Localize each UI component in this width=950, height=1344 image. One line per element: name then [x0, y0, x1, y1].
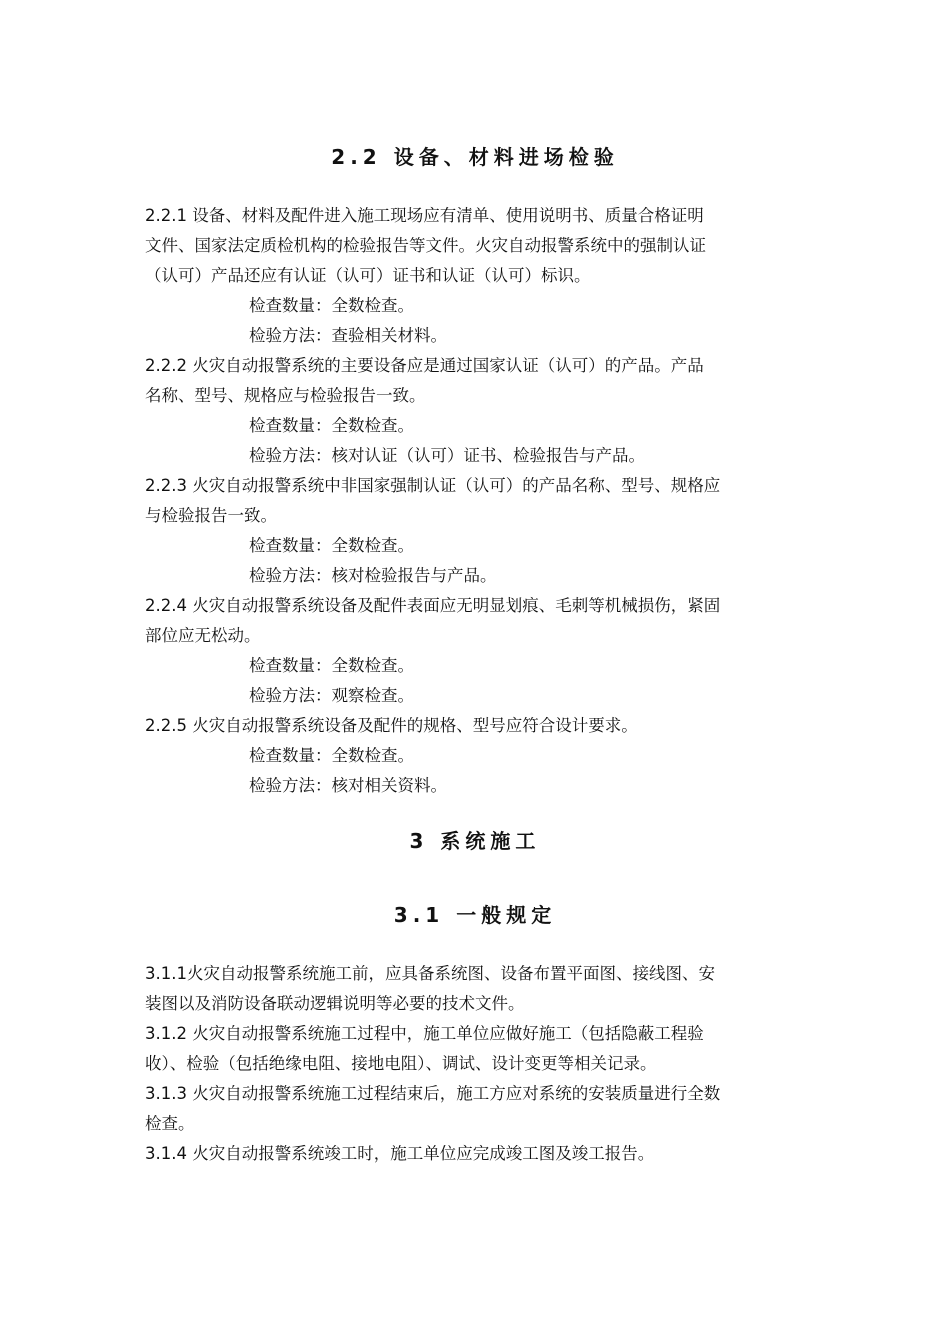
- text-line: 3.1.1火灾自动报警系统施工前，应具备系统图、设备布置平面图、接线图、安: [145, 964, 715, 983]
- text-line: 收）、检验（包括绝缘电阻、接地电阻）、调试、设计变更等相关记录。: [145, 1054, 657, 1073]
- text-line: 2.2.2 火灾自动报警系统的主要设备应是通过国家认证（认可）的产品。产品: [145, 356, 704, 375]
- text-line: 与检验报告一致。: [145, 506, 277, 525]
- text-line: 3.1.4 火灾自动报警系统竣工时，施工单位应完成竣工图及竣工报告。: [145, 1144, 655, 1163]
- inspection-quantity-line: 检查数量：全数检查。: [249, 746, 414, 765]
- text-line: 2.2.5 火灾自动报警系统设备及配件的规格、型号应符合设计要求。: [145, 716, 638, 735]
- inspection-method-line: 检验方法：观察检查。: [249, 686, 414, 705]
- text-line: 部位应无松动。: [145, 626, 261, 645]
- text-line: 2.2.4 火灾自动报警系统设备及配件表面应无明显划痕、毛刺等机械损伤，紧固: [145, 596, 721, 615]
- text-line: 2.2.3 火灾自动报警系统中非国家强制认证（认可）的产品名称、型号、规格应: [145, 476, 721, 495]
- inspection-quantity-line: 检查数量：全数检查。: [249, 656, 414, 675]
- text-line: （认可）产品还应有认证（认可）证书和认证（认可）标识。: [145, 266, 591, 285]
- section-heading-2-2: 2.2 设备、材料进场检验: [331, 145, 619, 169]
- section-heading-3-1: 3.1 一般规定: [393, 903, 557, 927]
- chapter-heading-3: 3 系统施工: [409, 829, 541, 853]
- inspection-quantity-line: 检查数量：全数检查。: [249, 296, 414, 315]
- inspection-method-line: 检验方法：核对检验报告与产品。: [249, 566, 497, 585]
- text-line: 3.1.2 火灾自动报警系统施工过程中，施工单位应做好施工（包括隐蔽工程验: [145, 1024, 704, 1043]
- inspection-method-line: 检验方法：核对认证（认可）证书、检验报告与产品。: [249, 446, 645, 465]
- text-line: 3.1.3 火灾自动报警系统施工过程结束后，施工方应对系统的安装质量进行全数: [145, 1084, 721, 1103]
- text-line: 2.2.1 设备、材料及配件进入施工现场应有清单、使用说明书、质量合格证明: [145, 206, 704, 225]
- inspection-method-line: 检验方法：核对相关资料。: [249, 776, 447, 795]
- inspection-quantity-line: 检查数量：全数检查。: [249, 536, 414, 555]
- text-line: 名称、型号、规格应与检验报告一致。: [145, 386, 426, 405]
- text-line: 检查。: [145, 1114, 195, 1133]
- inspection-quantity-line: 检查数量：全数检查。: [249, 416, 414, 435]
- inspection-method-line: 检验方法：查验相关材料。: [249, 326, 447, 345]
- text-line: 装图以及消防设备联动逻辑说明等必要的技术文件。: [145, 994, 525, 1013]
- text-line: 文件、国家法定质检机构的检验报告等文件。火灾自动报警系统中的强制认证: [145, 236, 706, 255]
